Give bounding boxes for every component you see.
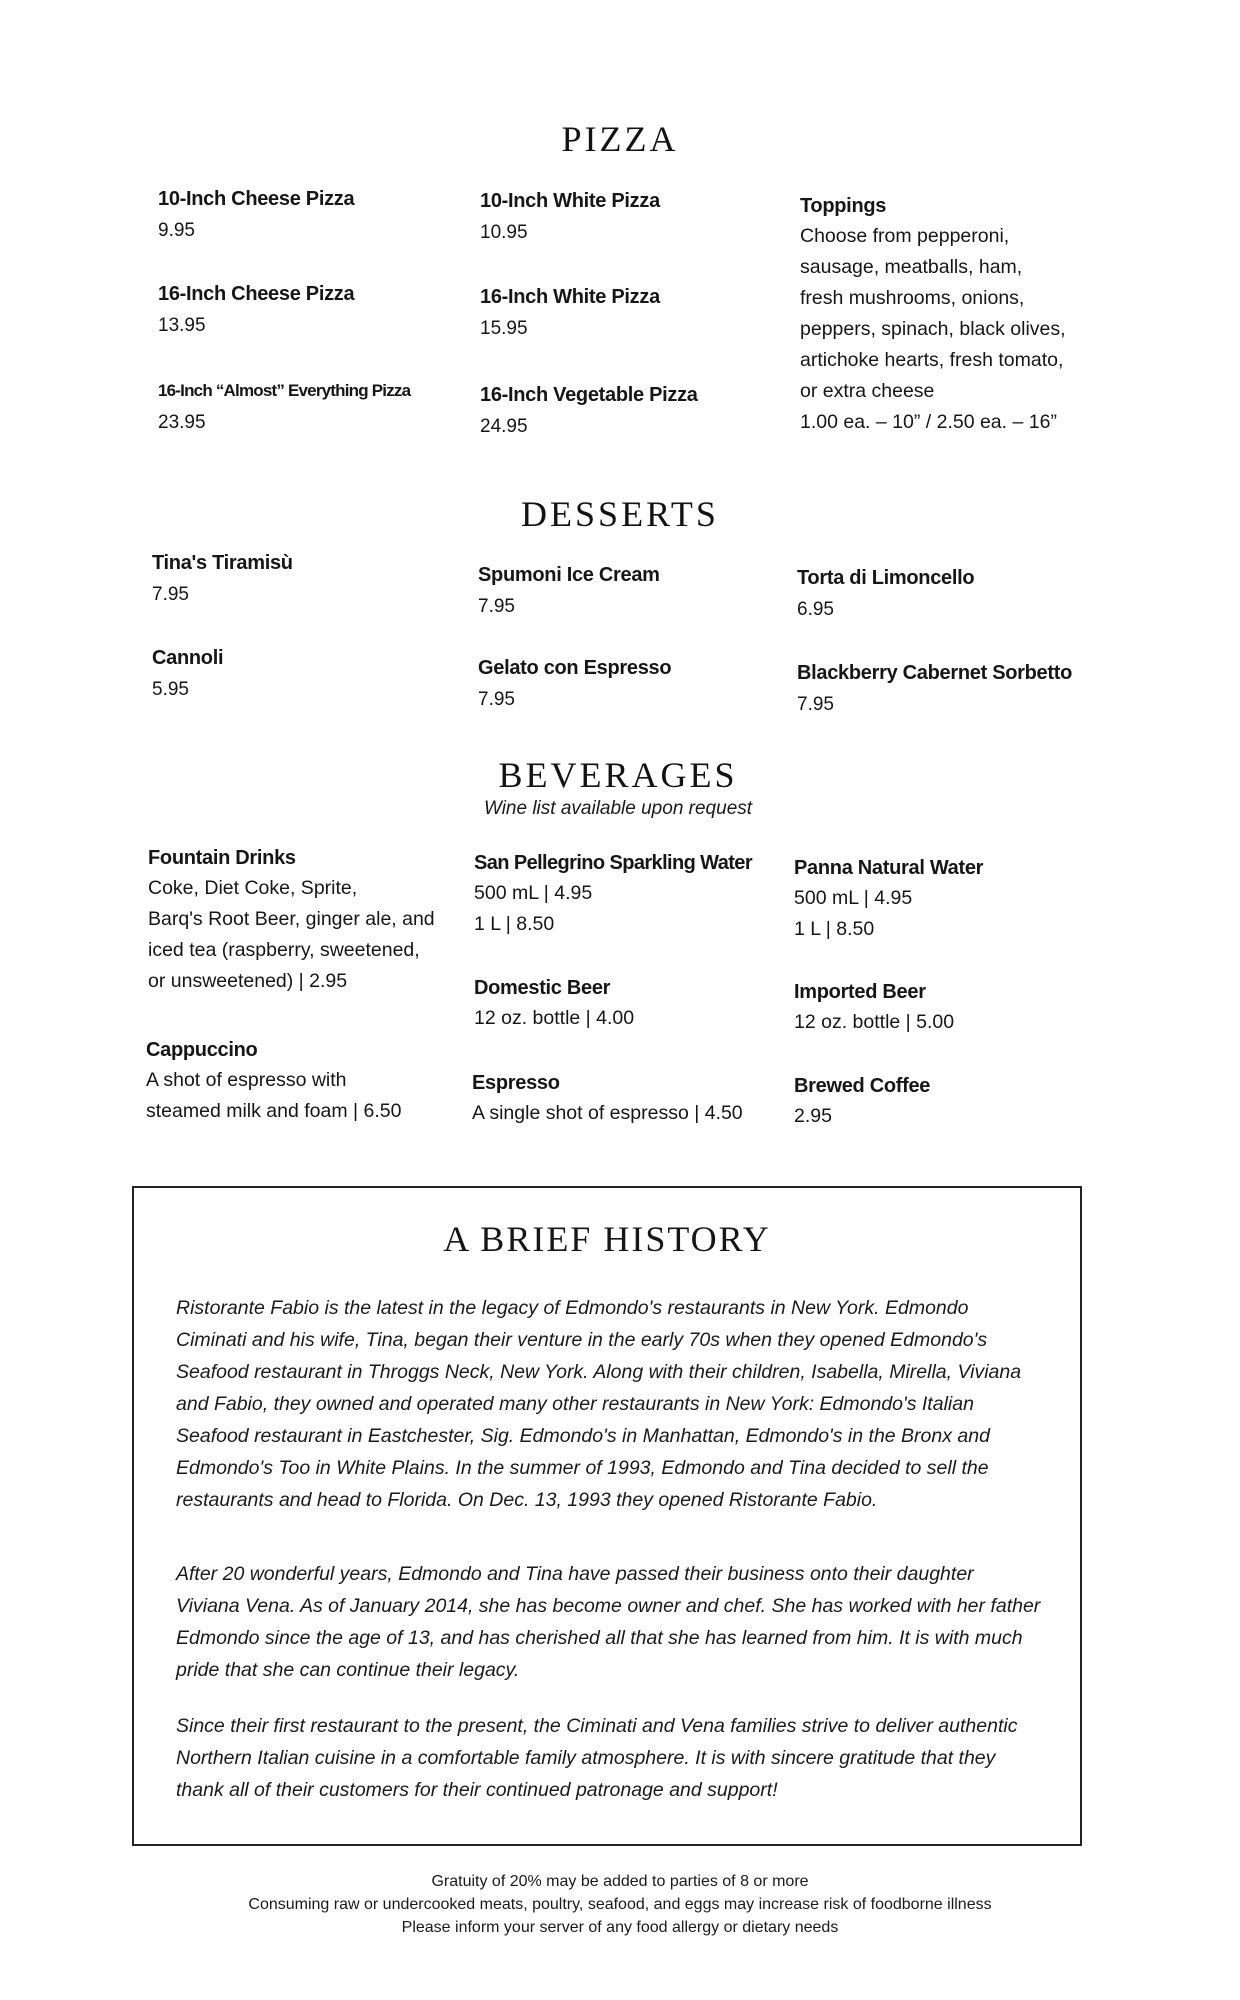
menu-item [794, 1071, 1114, 1132]
item-description: steamed milk and foam | 6.50 [146, 1100, 402, 1122]
menu-item [480, 186, 780, 250]
item-name: Imported Beer [794, 981, 926, 1003]
item-name: 10-Inch White Pizza [480, 190, 660, 212]
item-name: 16-Inch White Pizza [480, 286, 660, 308]
item-description: Barq's Root Beer, ginger ale, and [148, 908, 435, 930]
item-price: 24.95 [480, 416, 528, 437]
item-description: peppers, spinach, black olives, [800, 318, 1066, 340]
item-description: 500 mL | 4.95 [794, 887, 913, 909]
item-name: San Pellegrino Sparkling Water [474, 852, 752, 874]
item-price: 9.95 [158, 220, 195, 241]
menu-item [158, 184, 458, 248]
item-price: 7.95 [152, 584, 189, 605]
menu-item [148, 843, 468, 997]
item-description: 500 mL | 4.95 [474, 882, 593, 904]
allergy-note: Please inform your server of any food allergy or dietary needs [401, 1919, 839, 1936]
item-description: artichoke hearts, fresh tomato, [800, 349, 1064, 371]
item-description: 1 L | 8.50 [474, 913, 555, 935]
item-description: 12 oz. bottle | 4.00 [474, 1007, 635, 1029]
menu-item [474, 848, 794, 940]
item-description: sausage, meatballs, ham, [800, 256, 1023, 278]
item-price: 23.95 [158, 412, 206, 433]
menu-item [478, 653, 778, 717]
item-name: Espresso [472, 1072, 560, 1094]
item-name: Panna Natural Water [794, 857, 984, 879]
menu-item [146, 1035, 466, 1127]
item-description: iced tea (raspberry, sweetened, [148, 939, 420, 961]
item-name: Torta di Limoncello [797, 567, 975, 589]
item-name: Brewed Coffee [794, 1075, 931, 1097]
item-price: 7.95 [478, 596, 515, 617]
menu-item [152, 643, 452, 707]
item-name: 16-Inch Cheese Pizza [158, 283, 355, 305]
item-name: Fountain Drinks [148, 847, 296, 869]
toppings-item [800, 191, 1130, 438]
item-name: Blackberry Cabernet Sorbetto [797, 662, 1073, 684]
menu-item [480, 282, 780, 346]
item-name: Gelato con Espresso [478, 657, 672, 679]
item-description: 12 oz. bottle | 5.00 [794, 1011, 955, 1033]
beverages-heading: BEVERAGES [498, 755, 738, 795]
menu-item [158, 376, 458, 440]
menu-item [158, 279, 458, 343]
item-description: fresh mushrooms, onions, [800, 287, 1025, 309]
item-name: Domestic Beer [474, 977, 611, 999]
item-name: 10-Inch Cheese Pizza [158, 188, 355, 210]
item-price: 7.95 [797, 694, 834, 715]
item-price: 1.00 ea. – 10” / 2.50 ea. – 16” [800, 411, 1057, 433]
item-price: 13.95 [158, 315, 206, 336]
pizza-heading: PIZZA [561, 119, 679, 159]
menu-item [794, 853, 1114, 945]
history-paragraph: Ristorante Fabio is the latest in the legacy of Edmondo's restaurants in New York. Edmondo Ciminati and his wife, Tina, began their venture in the early 70s when they opened Edmondo's Seafood restaurant in Throggs Neck, New York. Along with their children, Isabella, Mirella, Viviana and Fabio, they owned and operated many other restaurants in New York: Edmondo's Italian Seafood restaurant in Eastchester, Sig. Edmondo's in Manhattan, Edmondo's in the Bronx and Edmondo's Too in White Plains. In the summer of 1993, Edmondo and Tina decided to sell the restaurants and head to Florida. On Dec. 13, 1993 they opened Ristorante Fabio. [176, 1297, 1022, 1511]
item-description: or unsweetened) | 2.95 [148, 970, 348, 992]
item-description: Choose from pepperoni, [800, 225, 1010, 247]
item-description: 1 L | 8.50 [794, 918, 875, 940]
item-price: 15.95 [480, 318, 528, 339]
item-price: 5.95 [152, 679, 189, 700]
menu-item [797, 563, 1137, 627]
gratuity-note: Gratuity of 20% may be added to parties of 8 or more [431, 1873, 809, 1890]
menu-item [797, 658, 1137, 722]
food-safety-note: Consuming raw or undercooked meats, poultry, seafood, and eggs may increase risk of foodborne illness [248, 1896, 992, 1913]
item-name: Cappuccino [146, 1039, 258, 1061]
footer-notes [0, 1870, 1240, 1939]
item-description: Coke, Diet Coke, Sprite, [148, 877, 358, 899]
history-paragraph: After 20 wonderful years, Edmondo and Tina have passed their business onto their daughter Viviana Vena. As of January 2014, she has become owner and chef. She has worked with her father Edmondo since the age of 13, and has cherished all that she has learned from him. It is with much pride that she can continue their legacy. [176, 1563, 1041, 1681]
item-name: Tina's Tiramisù [152, 552, 293, 574]
menu-item [472, 1068, 792, 1129]
menu-item [478, 560, 778, 624]
history-box [132, 1186, 1082, 1846]
item-description: A single shot of espresso | 4.50 [472, 1102, 743, 1124]
menu-item [152, 548, 452, 612]
item-name: 16-Inch Vegetable Pizza [480, 384, 698, 406]
item-name: Toppings [800, 195, 887, 217]
item-name: Cannoli [152, 647, 224, 669]
item-price: 7.95 [478, 689, 515, 710]
item-name: Spumoni Ice Cream [478, 564, 660, 586]
menu-item [474, 973, 794, 1034]
item-price: 10.95 [480, 222, 528, 243]
item-name: 16-Inch “Almost” Everything Pizza [158, 381, 411, 400]
wine-list-note: Wine list available upon request [483, 798, 753, 819]
item-description: or extra cheese [800, 380, 935, 402]
menu-item [794, 977, 1114, 1038]
desserts-heading: DESSERTS [521, 494, 719, 534]
item-price: 6.95 [797, 599, 834, 620]
item-description: 2.95 [794, 1105, 832, 1127]
history-heading: A BRIEF HISTORY [443, 1219, 771, 1259]
history-paragraph: Since their first restaurant to the present, the Ciminati and Vena families strive to deliver authentic Northern Italian cuisine in a comfortable family atmosphere. It is with sincere gratitude that they thank all of their customers for their continued patronage and support! [176, 1715, 1018, 1801]
menu-item [480, 380, 780, 444]
item-description: A shot of espresso with [146, 1069, 347, 1091]
